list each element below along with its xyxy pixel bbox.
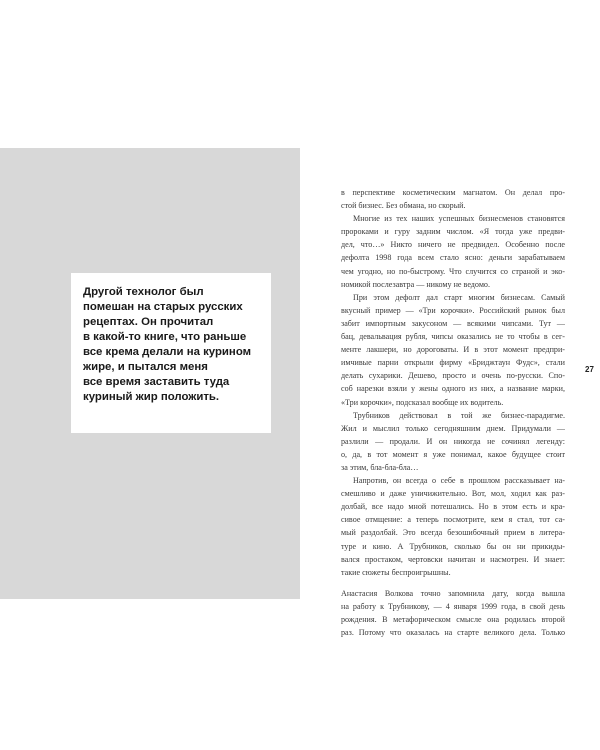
text-line: долбай, все надо мной потешались. Но в этом есть и кра- [341,502,565,512]
left-page [0,148,300,599]
text-line: такие сюжеты беспроигрышны. [341,567,451,577]
text-line: чем угодно, но по-быстрому. Что случится со страной и эко- [341,266,565,276]
text-line: мый раздолбай. Это всегда безошибочный прием в литера- [341,528,565,538]
text-line: «Три корочки», подсказал вообще их водитель. [341,397,504,407]
text-line: в перспективе косметическим магнатом. Он делал про- [341,188,565,197]
paragraph [341,212,565,291]
text-line: туре и кино. А Трубников, сколько бы он ни прикиды- [341,541,565,551]
body-text [341,186,565,639]
quote-line: жире, и пытался меня [83,361,208,373]
paragraph [341,587,565,639]
pull-quote-box [71,273,271,433]
paragraph [341,291,565,409]
quote-line: все время заставить туда [83,376,230,388]
text-line: менте лакшери, но дороговаты. И в этот момент предпри- [341,345,565,355]
quote-line: куриный жир положить. [83,391,220,403]
text-line: номикой послезавтра — никому не ведомо. [341,279,491,289]
text-line: за этим, бла-бла-бла… [341,462,419,472]
text-line: смешливо и даже уничижительно. Вот, мол, ходил как раз- [341,489,565,499]
text-line: Анастасия Волкова точно запомнила дату, когда вышла [341,588,565,598]
text-line: Жил и мыслил только сегодняшним днем. Придумали — [341,423,565,433]
text-line: дел, что…» Никто ничего не предвидел. Особенно после [341,240,565,250]
pull-quote [83,285,261,405]
paragraph-gap [341,579,565,587]
quote-line: все крема делали на курином [83,346,252,358]
text-line: забит импортным закусоном — всякими чипсами. Тут — [341,318,565,328]
text-line: раз. Потому что оказалась на старте великого дела. Только [341,628,565,638]
quote-line: помешан на старых русских [83,301,243,313]
text-line: Многие из тех наших успешных бизнесменов становятся [353,214,565,224]
text-line: рождения. В метафорическом смысле она родилась второй [341,615,565,624]
text-line: соб нарезки взяли у жены одного из них, а название марки, [341,384,565,394]
paragraph [341,409,565,474]
text-line: При этом дефолт дал старт многим бизнесам. Самый [353,292,565,302]
quote-line: в какой-то книге, что раньше [83,331,247,343]
text-line: вался простаком, чертовски начитан и насмотрен. И знает: [341,554,565,564]
text-line: делать сухарики. Дешево, просто и очень по-русски. Спо- [341,371,565,381]
page-number: 27 [585,365,594,374]
text-line: Трубников действовал в той же бизнес-парадигме. [353,410,565,420]
text-line: сивое отмщение: а теперь посмотрите, кем я стал, тот са- [341,515,565,525]
text-line: пророками и гуру задним числом. «Я тогда уже предви- [341,227,565,237]
right-page [300,148,600,638]
text-line: на работу к Трубникову, — 4 января 1999 года, в свой день [341,601,565,611]
paragraph [341,474,565,579]
text-line: Напротив, он всегда о себе в прошлом рассказывает на- [353,476,565,486]
text-line: имчивые парни открыли фирму «Бриджтаун Фудс», стали [341,358,565,368]
text-line: бац, девальвация рубля, чипсы оказались не то чтобы в сег- [341,332,565,342]
text-line: вкусный пример — «Три корочки». Российский рынок был [341,305,565,315]
text-line: стой бизнес. Без обмана, но скорый. [341,201,466,211]
paragraph [341,186,565,212]
text-line: о, да, в тот момент я уже понимал, какое будущее стоит [341,449,565,459]
quote-line: Другой технолог был [83,286,204,298]
quote-line: рецептах. Он прочитал [83,316,214,328]
text-line: дефолта 1998 года всем стало ясно: деньги зарабатываем [341,253,565,263]
text-line: разлили — продали. И он никогда не сочинял легенду: [341,436,565,446]
